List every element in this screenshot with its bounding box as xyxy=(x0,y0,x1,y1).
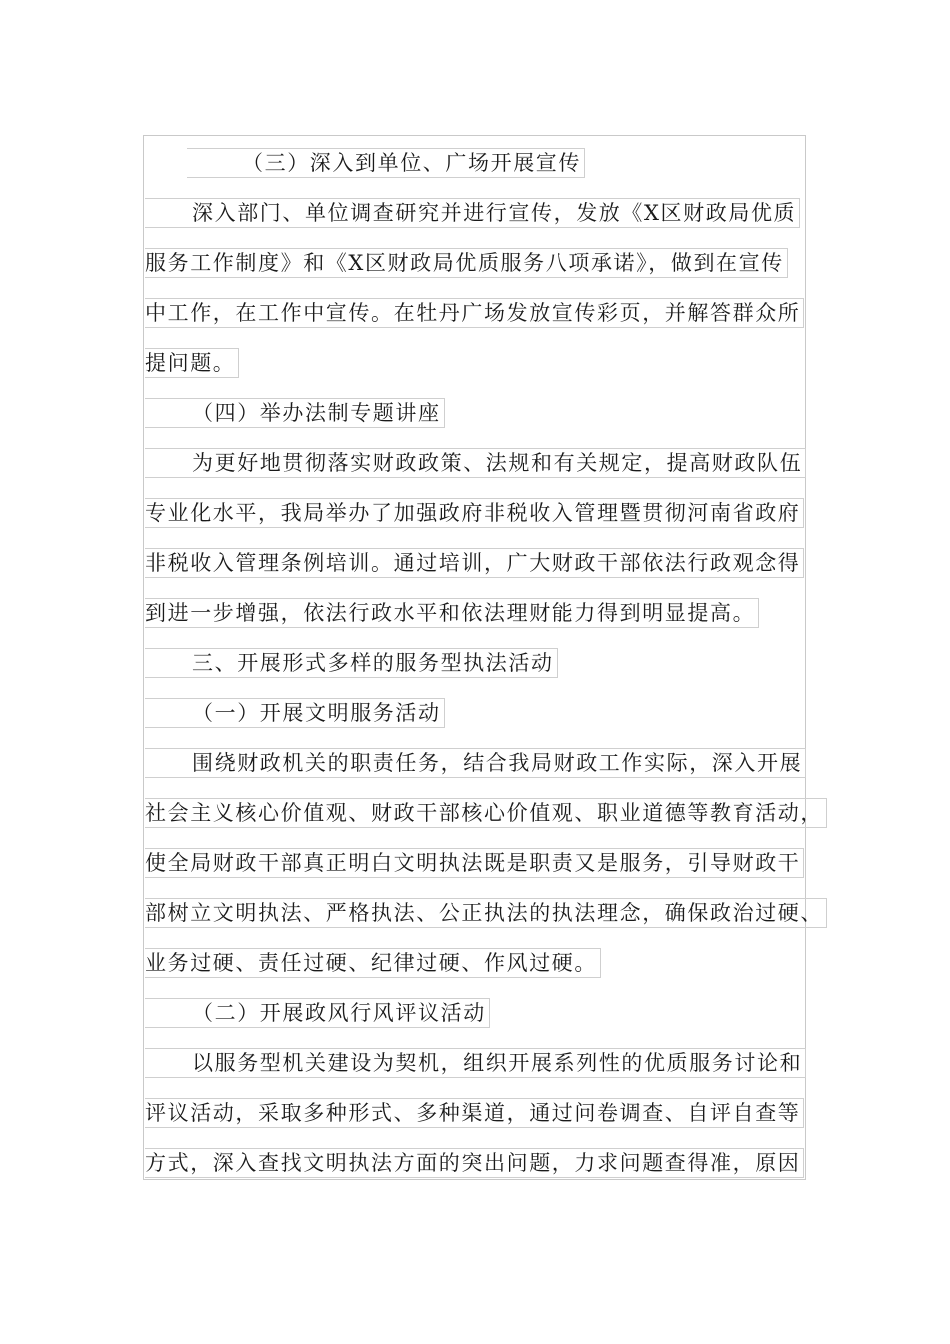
heading-1-civil-service: （一）开展文明服务活动 xyxy=(145,698,445,728)
paragraph-line: 以服务型机关建设为契机，组织开展系列性的优质服务讨论和 xyxy=(145,1048,806,1078)
paragraph-line: 专业化水平，我局举办了加强政府非税收入管理暨贯彻河南省政府 xyxy=(145,498,804,528)
paragraph-line: 方式，深入查找文明执法方面的突出问题，力求问题查得准，原因 xyxy=(145,1148,804,1178)
paragraph-line: 为更好地贯彻落实财政政策、法规和有关规定，提高财政队伍 xyxy=(145,448,806,478)
paragraph-line: 评议活动，采取多种形式、多种渠道，通过问卷调查、自评自查等 xyxy=(145,1098,804,1128)
paragraph-line: 使全局财政干部真正明白文明执法既是职责又是服务，引导财政干 xyxy=(145,848,804,878)
paragraph-line: 围绕财政机关的职责任务，结合我局财政工作实际，深入开展 xyxy=(145,748,806,778)
paragraph-line: 业务过硬、责任过硬、纪律过硬、作风过硬。 xyxy=(145,948,601,978)
heading-2-evaluation: （二）开展政风行风评议活动 xyxy=(145,998,490,1028)
heading-4-lecture: （四）举办法制专题讲座 xyxy=(145,398,445,428)
paragraph-line: 服务工作制度》和《X区财政局优质服务八项承诺》，做到在宣传 xyxy=(145,248,788,278)
paragraph-line: 提问题。 xyxy=(145,348,239,378)
paragraph-line: 深入部门、单位调查研究并进行宣传，发放《X区财政局优质 xyxy=(145,198,800,228)
section-heading-3: 三、开展形式多样的服务型执法活动 xyxy=(145,648,558,678)
paragraph-line: 社会主义核心价值观、财政干部核心价值观、职业道德等教育活动， xyxy=(145,798,827,828)
paragraph-line: 部树立文明执法、严格执法、公正执法的执法理念，确保政治过硬、 xyxy=(145,898,827,928)
paragraph-line: 非税收入管理条例培训。通过培训，广大财政干部依法行政观念得 xyxy=(145,548,804,578)
paragraph-line: 到进一步增强，依法行政水平和依法理财能力得到明显提高。 xyxy=(145,598,759,628)
heading-3-publicity: （三）深入到单位、广场开展宣传 xyxy=(187,148,585,178)
paragraph-line: 中工作，在工作中宣传。在牡丹广场发放宣传彩页，并解答群众所 xyxy=(145,298,804,328)
